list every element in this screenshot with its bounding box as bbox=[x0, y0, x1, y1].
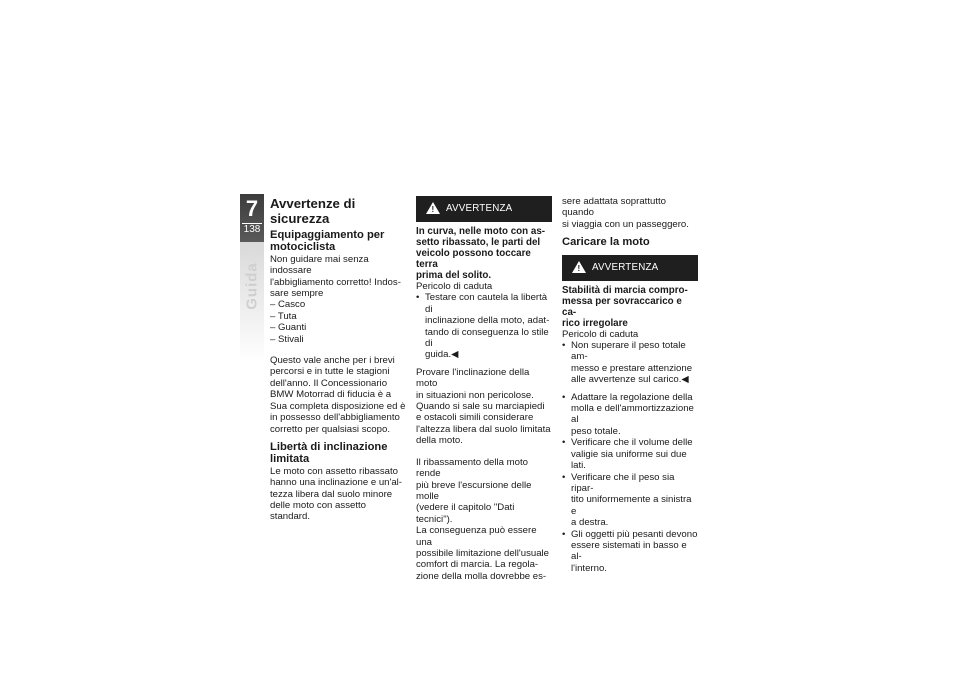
bullet-icon: • bbox=[562, 437, 566, 449]
danger-text: Pericolo di caduta bbox=[416, 281, 493, 292]
paragraph-suspension: Il ribassamento della moto rende più breve l'escursione delle molle (vedere il capitolo "Dati tecnici"). La conseguenza può essere una possibile limitazione dell'usuale comfort di marcia. La regola- zione della molla dovrebbe es- bbox=[416, 456, 550, 582]
list-item: • Gli oggetti più pesanti devono essere sistemati in basso e al- l'interno. bbox=[562, 528, 698, 574]
column-3 bbox=[562, 196, 698, 574]
list-item: – Tuta bbox=[270, 310, 297, 322]
paragraph-lean-angle: Le moto con assetto ribassato hanno una inclinazione e un'al- tezza libera dal suolo minore delle moto con assetto standard. bbox=[270, 465, 402, 523]
list-item: • Verificare che il volume delle valigie sia uniforme sui due lati. bbox=[562, 437, 693, 472]
heading-lean-angle: Libertà di inclinazione limitata bbox=[270, 440, 388, 466]
bullet-icon: • bbox=[562, 528, 566, 540]
column-2 bbox=[416, 196, 552, 582]
bullet-icon: • bbox=[562, 340, 566, 352]
danger-text: Pericolo di caduta bbox=[562, 328, 639, 340]
paragraph-continued: sere adattata soprattutto quando si viaggia con un passeggero. bbox=[562, 196, 689, 230]
warning-label: AVVERTENZA bbox=[592, 261, 659, 273]
bullet-icon: • bbox=[416, 292, 420, 304]
list-item: • Adattare la regolazione della molla e dell'ammortizzazione al peso totale. bbox=[562, 391, 694, 437]
list-item: • Non superare il peso totale am- messo e prestare attenzione alle avvertenze sul carico.◀ bbox=[562, 340, 693, 386]
bullet-icon: • bbox=[562, 471, 566, 483]
equipment-list bbox=[270, 299, 406, 345]
chapter-side-label: Guida bbox=[243, 262, 261, 310]
page-number: 138 bbox=[243, 224, 261, 235]
paragraph-dealer: Questo vale anche per i brevi percorsi e in tutte le stagioni dell'anno. Il Concessionario BMW Motorrad di fiducia è a Sua completa disposizione ed è in possesso dell'abbigliamento corretto per qualsiasi scopo. bbox=[270, 355, 406, 435]
list-item: – Stivali bbox=[270, 333, 304, 345]
paragraph-test-lean: Provare l'inclinazione della moto in situazioni non pericolose. Quando si sale su marciapiedi e ostacoli simili considerare l'altezza libera dal suolo limitata della moto. bbox=[416, 366, 551, 447]
list-item: • Verificare che il peso sia ripar- tito uniformemente a sinistra e a destra. bbox=[562, 471, 692, 529]
list-item: – Guanti bbox=[270, 322, 307, 334]
list-item: • Testare con cautela la libertà di inclinazione della moto, adat- tando di conseguenza lo stile di guida.◀ bbox=[416, 292, 550, 361]
warning-box: ! AVVERTENZA bbox=[562, 255, 698, 281]
heading-equipment: Equipaggiamento per motociclista bbox=[270, 229, 385, 254]
chapter-number: 7 bbox=[245, 196, 259, 221]
warning-text: Stabilità di marcia compro- messa per sovraccarico e ca- rico irregolare bbox=[562, 284, 688, 329]
warning-label: AVVERTENZA bbox=[446, 203, 513, 214]
warning-box: ! AVVERTENZA bbox=[416, 196, 552, 222]
column-1 bbox=[270, 196, 406, 523]
list-item: – Casco bbox=[270, 299, 306, 311]
section-title: Avvertenze di sicurezza bbox=[270, 196, 356, 226]
paragraph-equipment: Non guidare mai senza indossare l'abbigliamento corretto! Indos- sare sempre bbox=[270, 253, 401, 300]
heading-loading: Caricare la moto bbox=[562, 236, 650, 249]
bullet-icon: • bbox=[562, 391, 566, 403]
warning-text: In curva, nelle moto con as- setto ribassato, le parti del veicolo possono toccare terra prima del solito. bbox=[416, 226, 546, 281]
